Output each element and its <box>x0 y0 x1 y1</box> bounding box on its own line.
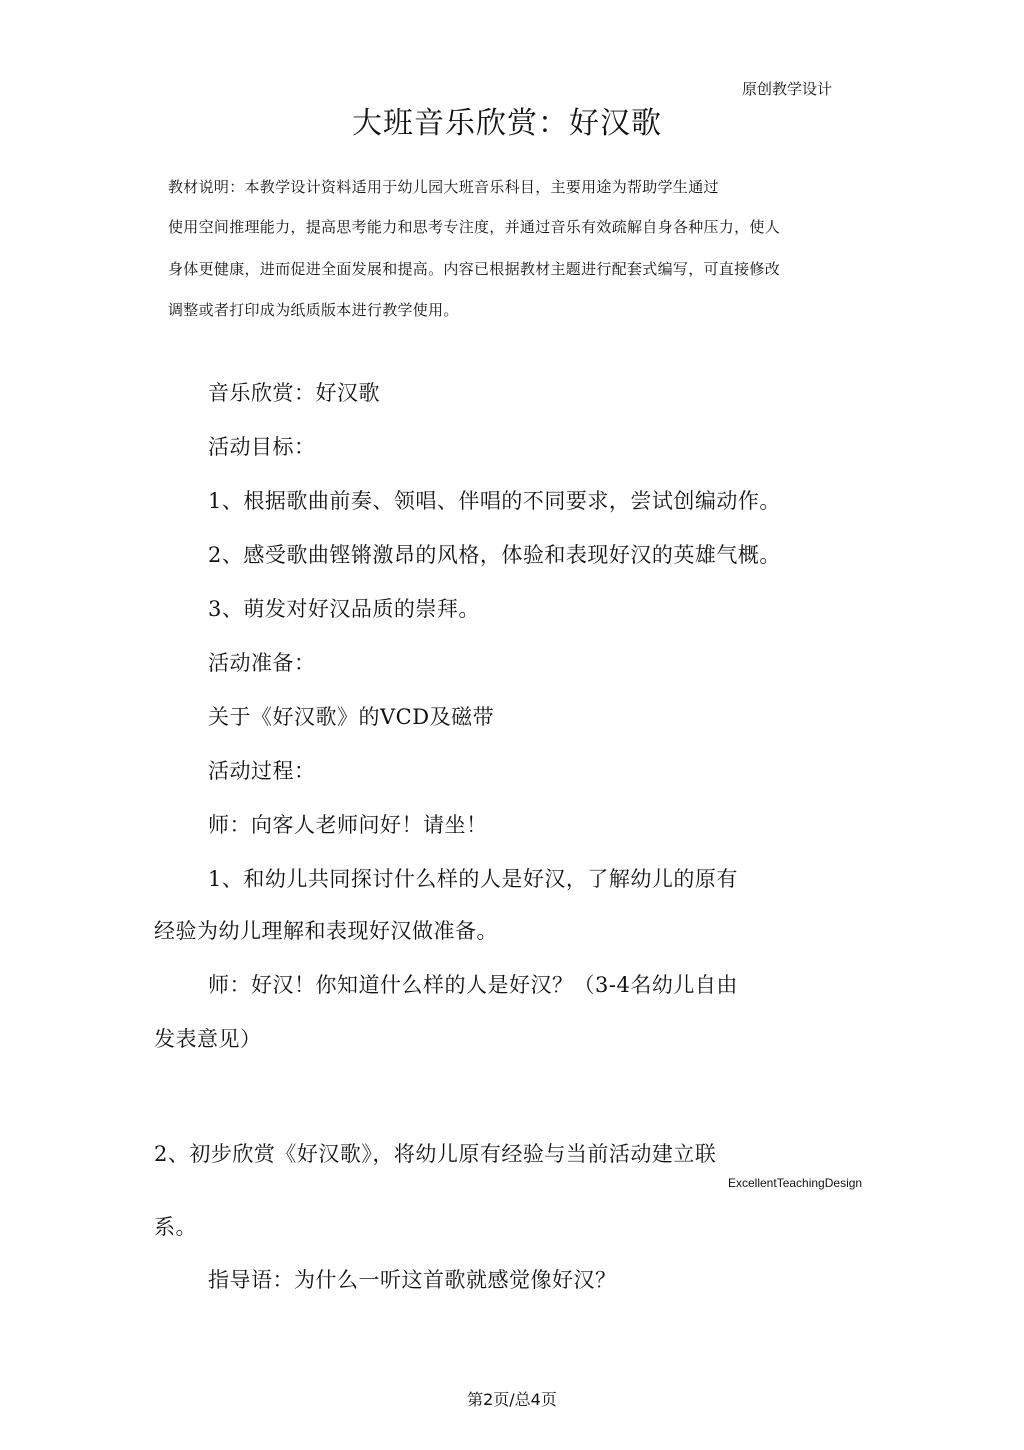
body-paragraph: 2、初步欣赏《好汉歌》，将幼儿原有经验与当前活动建立联 <box>154 1142 717 1166</box>
section-heading: 活动目标： <box>208 435 316 459</box>
header-tag: 原创教学设计 <box>742 80 833 98</box>
body-paragraph: 关于《好汉歌》的VCD及磁带 <box>208 705 495 729</box>
body-paragraph: 1、根据歌曲前奏、领唱、伴唱的不同要求，尝试创编动作。 <box>208 489 781 513</box>
body-paragraph: 发表意见） <box>154 1027 262 1051</box>
body-paragraph: 1、和幼儿共同探讨什么样的人是好汉，了解幼儿的原有 <box>208 867 738 891</box>
section-heading: 活动准备： <box>208 651 316 675</box>
section-heading: 音乐欣赏：好汉歌 <box>208 381 380 405</box>
body-paragraph: 经验为幼儿理解和表现好汉做准备。 <box>154 919 498 943</box>
description-line: 身体更健康，进而促进全面发展和提高。内容已根据教材主题进行配套式编写，可直接修改 <box>168 260 781 278</box>
body-paragraph: 师：好汉！你知道什么样的人是好汉？（3-4名幼儿自由 <box>208 973 738 997</box>
body-paragraph: 师：向客人老师问好！请坐！ <box>208 813 488 837</box>
description-line: 使用空间推理能力，提高思考能力和思考专注度，并通过音乐有效疏解自身各种压力，使人 <box>168 218 781 236</box>
body-paragraph: 2、感受歌曲铿锵激昂的风格，体验和表现好汉的英雄气概。 <box>208 543 781 567</box>
footer-brand: ExcellentTeachingDesign <box>728 1176 863 1190</box>
body-paragraph: 指导语：为什么一听这首歌就感觉像好汉？ <box>208 1268 617 1292</box>
page-number: 第2页/总4页 <box>467 1390 557 1409</box>
body-paragraph: 系。 <box>154 1215 197 1239</box>
description-line: 教材说明：本教学设计资料适用于幼儿园大班音乐科目，主要用途为帮助学生通过 <box>168 178 719 196</box>
description-line: 调整或者打印成为纸质版本进行教学使用。 <box>168 301 459 319</box>
section-heading: 活动过程： <box>208 759 316 783</box>
body-paragraph: 3、萌发对好汉品质的崇拜。 <box>208 597 480 621</box>
document-title: 大班音乐欣赏：好汉歌 <box>352 106 662 141</box>
